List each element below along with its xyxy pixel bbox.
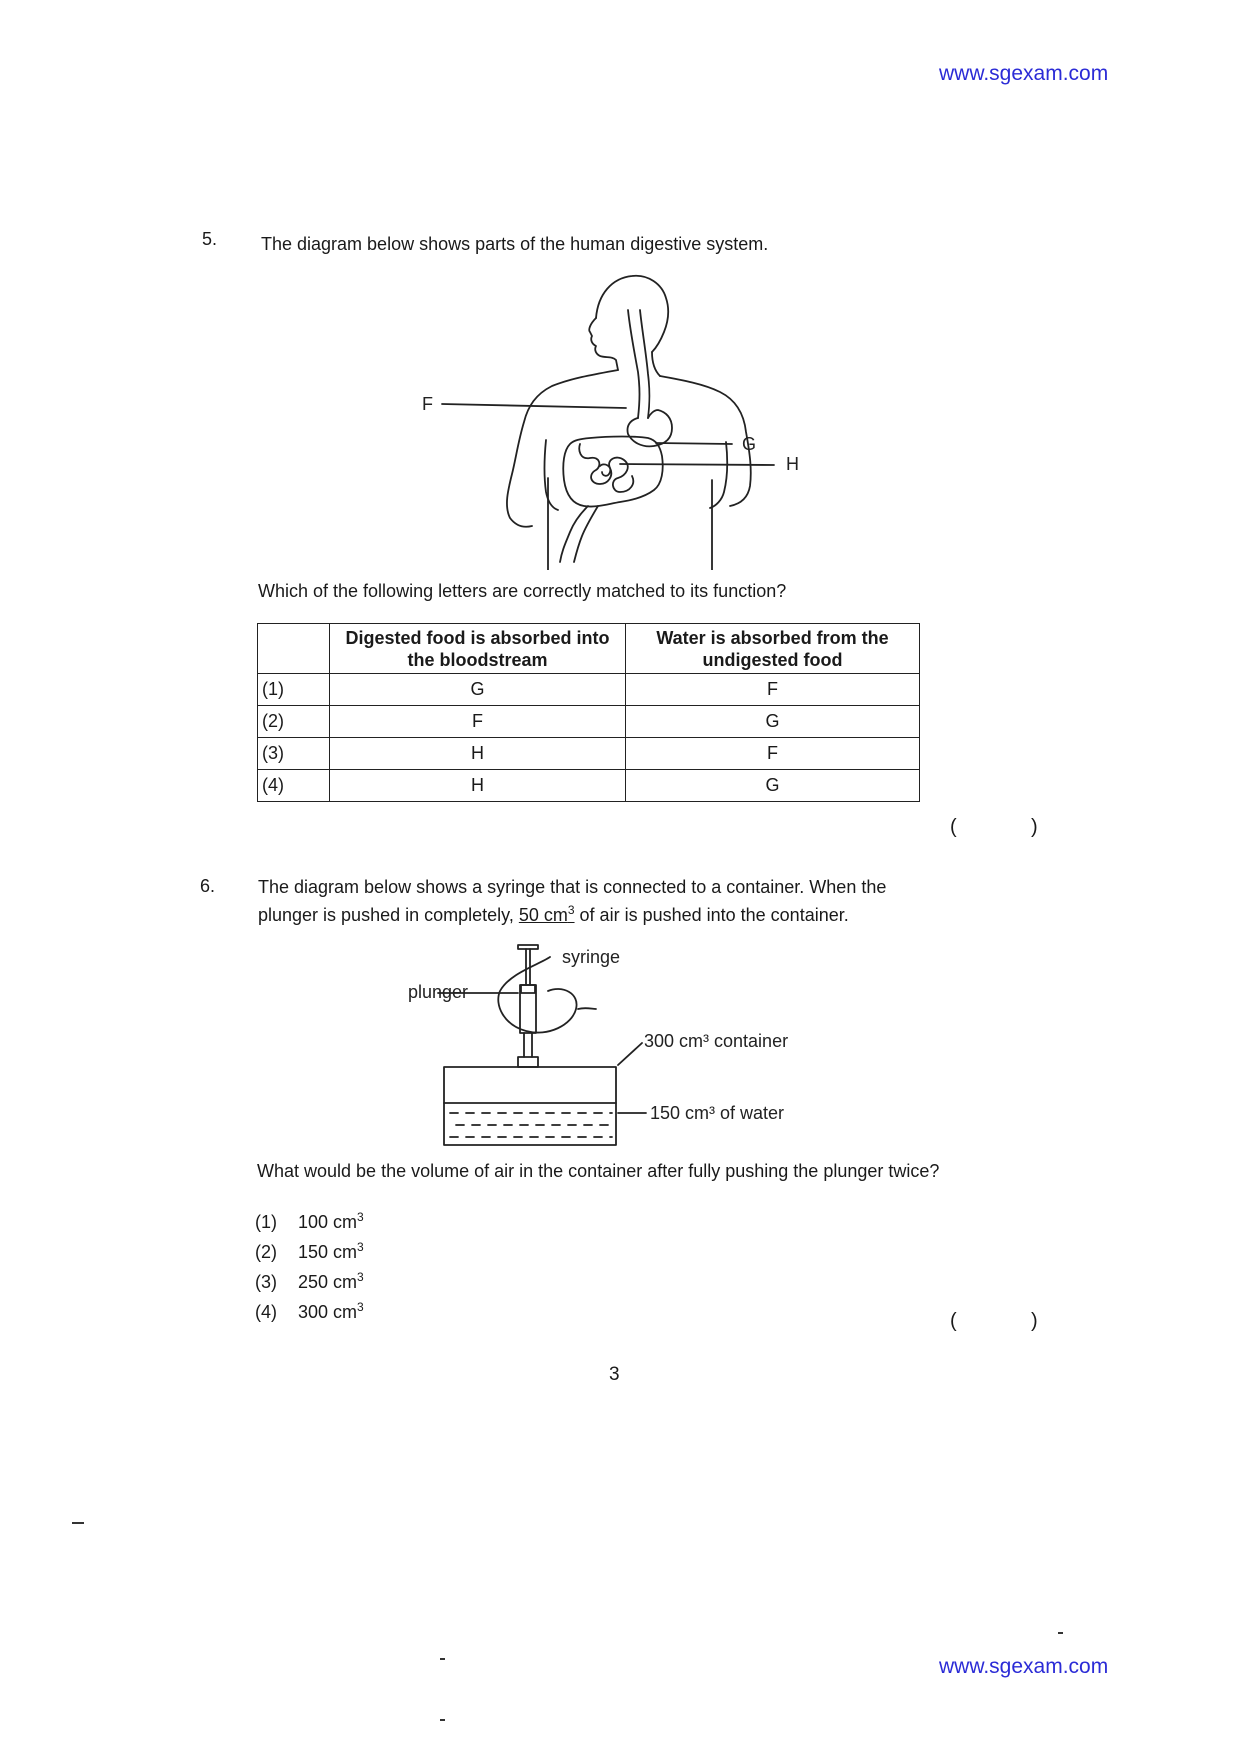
oesophagus (628, 310, 640, 418)
q6-question: What would be the volume of air in the container after fully pushing the plunger twice? (257, 1161, 940, 1181)
option-label: (4) (255, 1302, 277, 1322)
label-f: F (422, 394, 433, 414)
option-1[interactable] (255, 1205, 364, 1235)
air-swirl (498, 957, 576, 1033)
option-text: 100 cm (298, 1212, 358, 1232)
q6-options (255, 1205, 364, 1325)
table-header-water-absorbed: Water is absorbed from the undigested food (626, 624, 920, 674)
header-site-url: www.sgexam.com (939, 62, 1109, 85)
syringe-nozzle (524, 1033, 532, 1057)
cell-food: F (330, 706, 626, 738)
option-sup: 3 (357, 1300, 364, 1314)
cell-food: H (330, 770, 626, 802)
q6-stem-line2-a: plunger is pushed in completely, (258, 905, 519, 925)
neck (652, 352, 660, 376)
q6-answer-close[interactable]: ) (1031, 1310, 1038, 1332)
option-sup: 3 (357, 1270, 364, 1284)
footer-site-url: www.sgexam.com (939, 1655, 1109, 1678)
cell-water: F (626, 674, 920, 706)
q6-answer-open[interactable]: ( (950, 1310, 957, 1332)
label-water: 150 cm³ of water (650, 1103, 785, 1123)
torso-right (660, 376, 751, 506)
option-3[interactable] (255, 1265, 364, 1295)
label-g: G (742, 434, 757, 454)
scan-mark (1058, 1632, 1063, 1634)
q5-answer-open[interactable]: ( (950, 816, 957, 838)
plunger-handle (518, 945, 538, 949)
cell-water: F (626, 738, 920, 770)
option-text: 250 cm (298, 1272, 358, 1292)
q5-answer-close[interactable]: ) (1031, 816, 1038, 838)
container-box (444, 1067, 616, 1145)
label-syringe: syringe (562, 947, 621, 967)
option-4[interactable] (255, 1295, 364, 1325)
q6-stem-line2-b: of air is pushed into the container. (574, 905, 849, 925)
q5-options-table (257, 623, 920, 802)
table-row (258, 674, 920, 706)
table-header-row (258, 624, 920, 674)
face-profile (589, 318, 618, 370)
scan-mark (440, 1658, 445, 1660)
table-row (258, 706, 920, 738)
q6-stem-line1: The diagram below shows a syringe that is connected to a container. When the (258, 877, 887, 897)
rectum-inner (574, 506, 598, 562)
label-plunger: plunger (408, 982, 469, 1002)
label-line-f (442, 404, 626, 408)
cell-food: H (330, 738, 626, 770)
option-2[interactable] (255, 1235, 364, 1265)
row-label: (2) (258, 706, 330, 738)
label-container: 300 cm³ container (644, 1031, 789, 1051)
arm-left-inner (545, 440, 559, 510)
option-sup: 3 (357, 1210, 364, 1224)
syringe-container-diagram (400, 935, 840, 1150)
scan-mark (72, 1522, 84, 1524)
cell-food: G (330, 674, 626, 706)
q6-number: 6. (200, 876, 216, 896)
cell-water: G (626, 770, 920, 802)
label-line-g (656, 443, 732, 444)
scan-mark (440, 1719, 445, 1721)
label-line-h (620, 464, 774, 465)
q5-stem: The diagram below shows parts of the human digestive system. (261, 234, 769, 254)
digestive-system-diagram (420, 270, 820, 570)
q5-number: 5. (202, 229, 218, 249)
stomach (627, 410, 672, 446)
q6-stem-line2 (258, 899, 849, 927)
option-sup: 3 (357, 1240, 364, 1254)
table-row (258, 738, 920, 770)
row-label: (4) (258, 770, 330, 802)
torso-left (507, 370, 618, 527)
page-number: 3 (609, 1364, 620, 1385)
syringe-tip (518, 1057, 538, 1067)
container-label-line (618, 1043, 642, 1065)
table-header-food-absorbed: Digested food is absorbed into the bloodstream (330, 624, 626, 674)
q6-stem-volume (519, 905, 575, 925)
table-header-blank (258, 624, 330, 674)
label-h: H (786, 454, 799, 474)
option-label: (3) (255, 1272, 277, 1292)
small-intestine-coil (600, 464, 610, 475)
air-swirl-tail (578, 1008, 596, 1009)
q5-question: Which of the following letters are correctly matched to its function? (258, 581, 787, 601)
row-label: (3) (258, 738, 330, 770)
cell-water: G (626, 706, 920, 738)
option-label: (2) (255, 1242, 277, 1262)
option-text: 150 cm (298, 1242, 358, 1262)
row-label: (1) (258, 674, 330, 706)
q6-stem-volume-sup: 3 (567, 903, 575, 917)
option-label: (1) (255, 1212, 277, 1232)
small-intestine (579, 444, 633, 492)
option-text: 300 cm (298, 1302, 358, 1322)
plunger-head (521, 985, 535, 993)
oesophagus-inner (640, 310, 650, 418)
q6-stem-volume-value: 50 cm (518, 905, 568, 925)
table-row (258, 770, 920, 802)
water-dashes (450, 1113, 612, 1137)
